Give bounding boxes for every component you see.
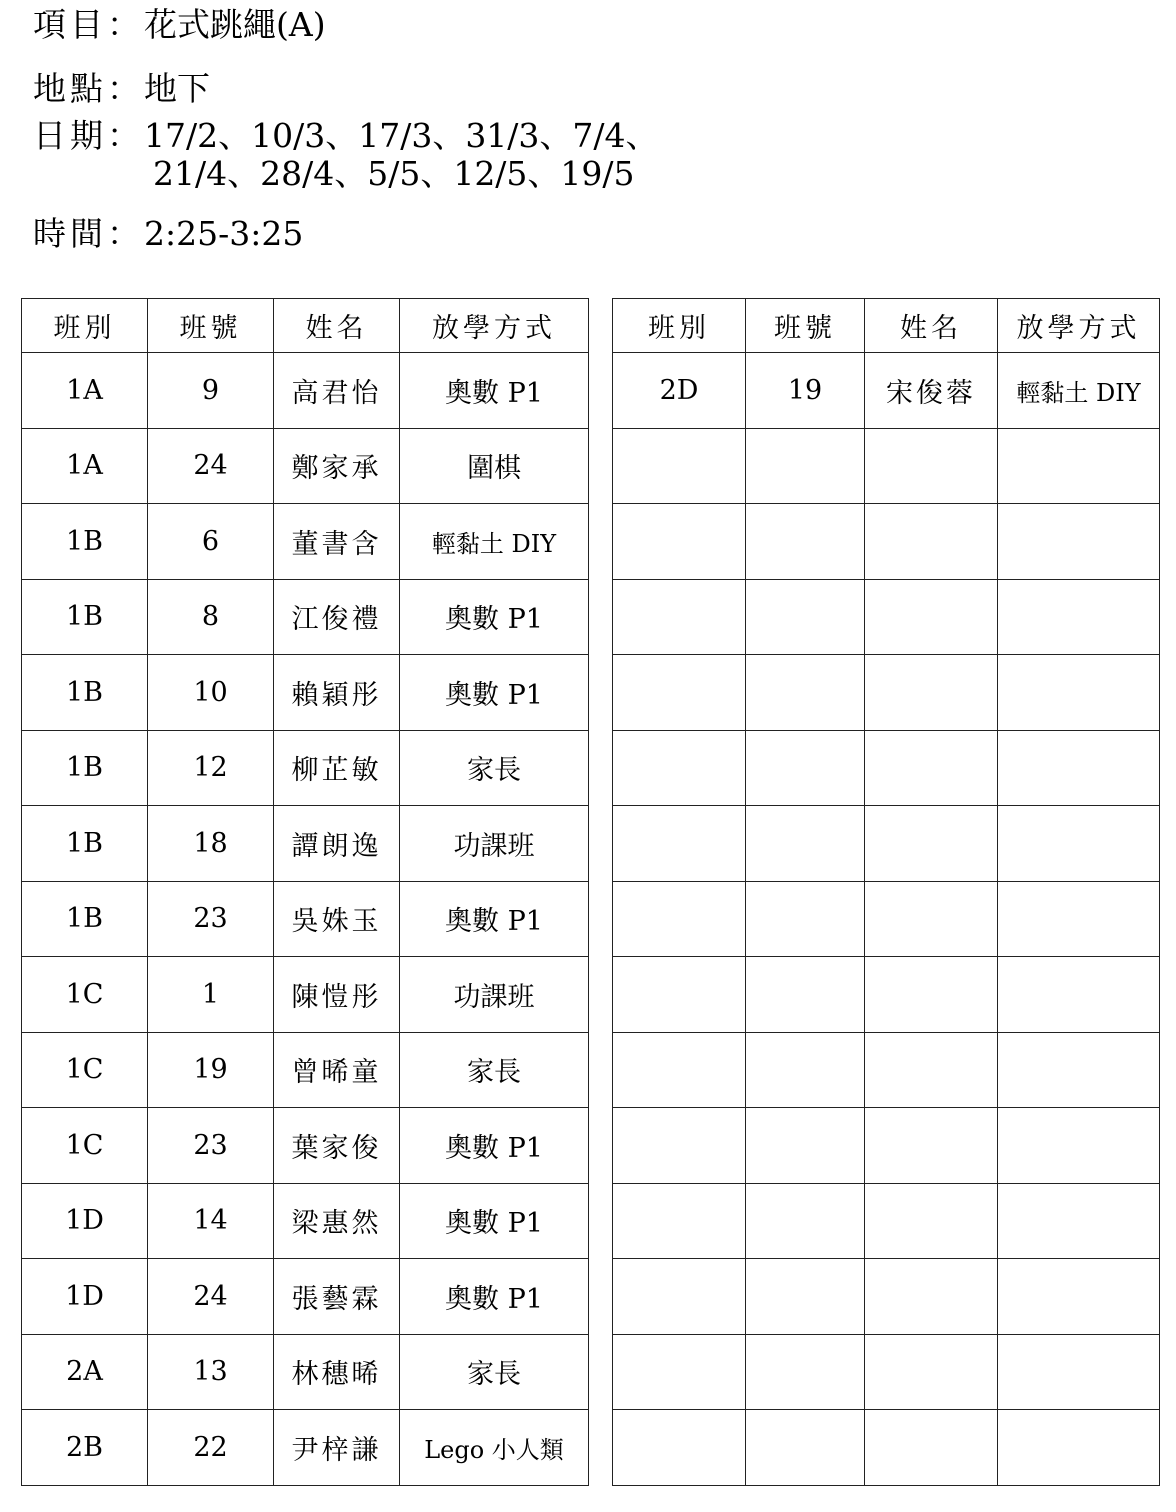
empty-row — [613, 957, 1160, 1033]
cell-name: 張藝霖 — [274, 1259, 400, 1335]
cell-dismissal: 奧數 P1 — [400, 579, 589, 655]
cell-name: 梁惠然 — [274, 1183, 400, 1259]
cell-name: 林穗晞 — [274, 1334, 400, 1410]
header-row — [22, 299, 589, 353]
dates-line2: 21/4、28/4、5/5、12/5、19/5 — [153, 154, 635, 193]
item-label: 項目： — [33, 5, 144, 44]
cell-number: 23 — [148, 881, 274, 957]
empty-cell — [998, 428, 1160, 504]
empty-row — [613, 1259, 1160, 1335]
cell-class: 2D — [613, 353, 746, 429]
empty-cell — [613, 579, 746, 655]
cell-number: 19 — [148, 1032, 274, 1108]
cell-class: 1D — [22, 1259, 148, 1335]
empty-cell — [746, 579, 865, 655]
cell-name: 譚朗逸 — [274, 806, 400, 882]
empty-cell — [998, 579, 1160, 655]
empty-cell — [746, 1410, 865, 1486]
empty-cell — [613, 1410, 746, 1486]
cell-class: 1A — [22, 428, 148, 504]
table-row — [22, 806, 589, 882]
empty-cell — [998, 1259, 1160, 1335]
empty-cell — [746, 428, 865, 504]
empty-cell — [613, 655, 746, 731]
cell-number: 6 — [148, 504, 274, 580]
empty-cell — [746, 806, 865, 882]
empty-cell — [746, 881, 865, 957]
cell-name: 曾晞童 — [274, 1032, 400, 1108]
dates-line1: 17/2、10/3、17/3、31/3、7/4、 — [144, 116, 659, 155]
empty-cell — [865, 1108, 998, 1184]
header-name: 姓名 — [865, 299, 998, 353]
cell-number: 9 — [148, 353, 274, 429]
header-class: 班別 — [22, 299, 148, 353]
empty-cell — [865, 957, 998, 1033]
cell-class: 1B — [22, 504, 148, 580]
table-row — [22, 1259, 589, 1335]
empty-row — [613, 579, 1160, 655]
header-number: 班號 — [148, 299, 274, 353]
empty-row — [613, 1334, 1160, 1410]
cell-class: 1D — [22, 1183, 148, 1259]
header-row — [613, 299, 1160, 353]
info-time — [33, 215, 303, 253]
header-number: 班號 — [746, 299, 865, 353]
cell-class: 2A — [22, 1334, 148, 1410]
empty-cell — [865, 1334, 998, 1410]
cell-number: 22 — [148, 1410, 274, 1486]
empty-row — [613, 1183, 1160, 1259]
empty-cell — [998, 730, 1160, 806]
empty-row — [613, 730, 1160, 806]
cell-dismissal: 奧數 P1 — [400, 353, 589, 429]
roster-table-right — [612, 298, 1160, 1486]
cell-number: 13 — [148, 1334, 274, 1410]
cell-number: 12 — [148, 730, 274, 806]
empty-cell — [998, 1032, 1160, 1108]
table-row — [22, 428, 589, 504]
cell-dismissal: 輕黏土 DIY — [400, 504, 589, 580]
cell-dismissal: 圍棋 — [400, 428, 589, 504]
cell-class: 1B — [22, 655, 148, 731]
empty-row — [613, 504, 1160, 580]
cell-class: 1C — [22, 1032, 148, 1108]
empty-cell — [865, 1032, 998, 1108]
empty-cell — [998, 957, 1160, 1033]
cell-dismissal: 功課班 — [400, 806, 589, 882]
empty-cell — [998, 806, 1160, 882]
empty-cell — [613, 428, 746, 504]
empty-cell — [613, 1259, 746, 1335]
cell-dismissal: 家長 — [400, 1334, 589, 1410]
cell-name: 高君怡 — [274, 353, 400, 429]
table-row — [22, 730, 589, 806]
empty-cell — [613, 881, 746, 957]
time-label: 時間： — [33, 214, 144, 253]
cell-dismissal: 奧數 P1 — [400, 655, 589, 731]
cell-class: 1C — [22, 957, 148, 1033]
cell-dismissal: 奧數 P1 — [400, 1259, 589, 1335]
cell-name: 江俊禮 — [274, 579, 400, 655]
empty-cell — [613, 806, 746, 882]
empty-row — [613, 881, 1160, 957]
table-row — [22, 1183, 589, 1259]
cell-number: 18 — [148, 806, 274, 882]
cell-class: 1B — [22, 881, 148, 957]
header-dismissal: 放學方式 — [400, 299, 589, 353]
cell-dismissal: 奧數 P1 — [400, 1108, 589, 1184]
cell-name: 陳愷彤 — [274, 957, 400, 1033]
table-row — [22, 504, 589, 580]
table-row — [22, 655, 589, 731]
table-row — [22, 1334, 589, 1410]
empty-cell — [746, 730, 865, 806]
cell-name: 董書含 — [274, 504, 400, 580]
info-item — [33, 6, 326, 44]
table-row — [22, 1108, 589, 1184]
empty-cell — [613, 1334, 746, 1410]
cell-number: 23 — [148, 1108, 274, 1184]
table-row — [22, 957, 589, 1033]
cell-class: 1B — [22, 730, 148, 806]
empty-cell — [746, 1183, 865, 1259]
info-dates — [33, 117, 659, 193]
cell-number: 24 — [148, 428, 274, 504]
cell-class: 1B — [22, 806, 148, 882]
empty-cell — [865, 579, 998, 655]
cell-dismissal: Lego 小人類 — [400, 1410, 589, 1486]
empty-cell — [865, 1410, 998, 1486]
header-class: 班別 — [613, 299, 746, 353]
empty-row — [613, 655, 1160, 731]
table-row — [22, 1032, 589, 1108]
empty-cell — [998, 1183, 1160, 1259]
empty-cell — [613, 504, 746, 580]
empty-cell — [865, 881, 998, 957]
empty-cell — [998, 655, 1160, 731]
cell-dismissal: 輕黏土 DIY — [998, 353, 1160, 429]
cell-class: 1C — [22, 1108, 148, 1184]
table-row — [613, 353, 1160, 429]
cell-name: 葉家俊 — [274, 1108, 400, 1184]
empty-cell — [865, 1259, 998, 1335]
cell-class: 1A — [22, 353, 148, 429]
empty-cell — [613, 1183, 746, 1259]
table-row — [22, 579, 589, 655]
header-name: 姓名 — [274, 299, 400, 353]
table-row — [22, 881, 589, 957]
empty-row — [613, 806, 1160, 882]
empty-cell — [865, 428, 998, 504]
empty-cell — [998, 1410, 1160, 1486]
cell-number: 10 — [148, 655, 274, 731]
empty-cell — [998, 1334, 1160, 1410]
cell-name: 鄭家承 — [274, 428, 400, 504]
empty-cell — [746, 1259, 865, 1335]
empty-cell — [998, 504, 1160, 580]
item-value: 花式跳繩(A) — [144, 5, 326, 44]
header-dismissal: 放學方式 — [998, 299, 1160, 353]
cell-name: 尹梓謙 — [274, 1410, 400, 1486]
cell-dismissal: 功課班 — [400, 957, 589, 1033]
empty-cell — [865, 730, 998, 806]
empty-cell — [865, 806, 998, 882]
cell-number: 8 — [148, 579, 274, 655]
empty-cell — [865, 504, 998, 580]
empty-row — [613, 1108, 1160, 1184]
cell-class: 1B — [22, 579, 148, 655]
empty-cell — [746, 1032, 865, 1108]
cell-dismissal: 奧數 P1 — [400, 881, 589, 957]
empty-cell — [746, 504, 865, 580]
empty-cell — [613, 730, 746, 806]
cell-name: 賴穎彤 — [274, 655, 400, 731]
cell-number: 24 — [148, 1259, 274, 1335]
empty-cell — [865, 655, 998, 731]
empty-cell — [613, 1108, 746, 1184]
empty-row — [613, 428, 1160, 504]
location-label: 地點： — [33, 69, 144, 108]
cell-number: 19 — [746, 353, 865, 429]
time-value: 2:25-3:25 — [144, 214, 304, 253]
cell-dismissal: 家長 — [400, 1032, 589, 1108]
dates-label: 日期： — [33, 116, 144, 155]
empty-cell — [998, 1108, 1160, 1184]
empty-cell — [613, 957, 746, 1033]
location-value: 地下 — [144, 69, 210, 108]
cell-name: 吳姝玉 — [274, 881, 400, 957]
cell-number: 14 — [148, 1183, 274, 1259]
table-row — [22, 1410, 589, 1486]
cell-name: 宋俊蓉 — [865, 353, 998, 429]
empty-cell — [998, 881, 1160, 957]
cell-name: 柳芷敏 — [274, 730, 400, 806]
empty-cell — [746, 1334, 865, 1410]
cell-class: 2B — [22, 1410, 148, 1486]
empty-row — [613, 1032, 1160, 1108]
info-location — [33, 70, 210, 108]
roster-table-left — [21, 298, 589, 1486]
empty-cell — [865, 1183, 998, 1259]
empty-row — [613, 1410, 1160, 1486]
empty-cell — [613, 1032, 746, 1108]
empty-cell — [746, 655, 865, 731]
empty-cell — [746, 957, 865, 1033]
empty-cell — [746, 1108, 865, 1184]
cell-dismissal: 家長 — [400, 730, 589, 806]
table-row — [22, 353, 589, 429]
cell-dismissal: 奧數 P1 — [400, 1183, 589, 1259]
cell-number: 1 — [148, 957, 274, 1033]
